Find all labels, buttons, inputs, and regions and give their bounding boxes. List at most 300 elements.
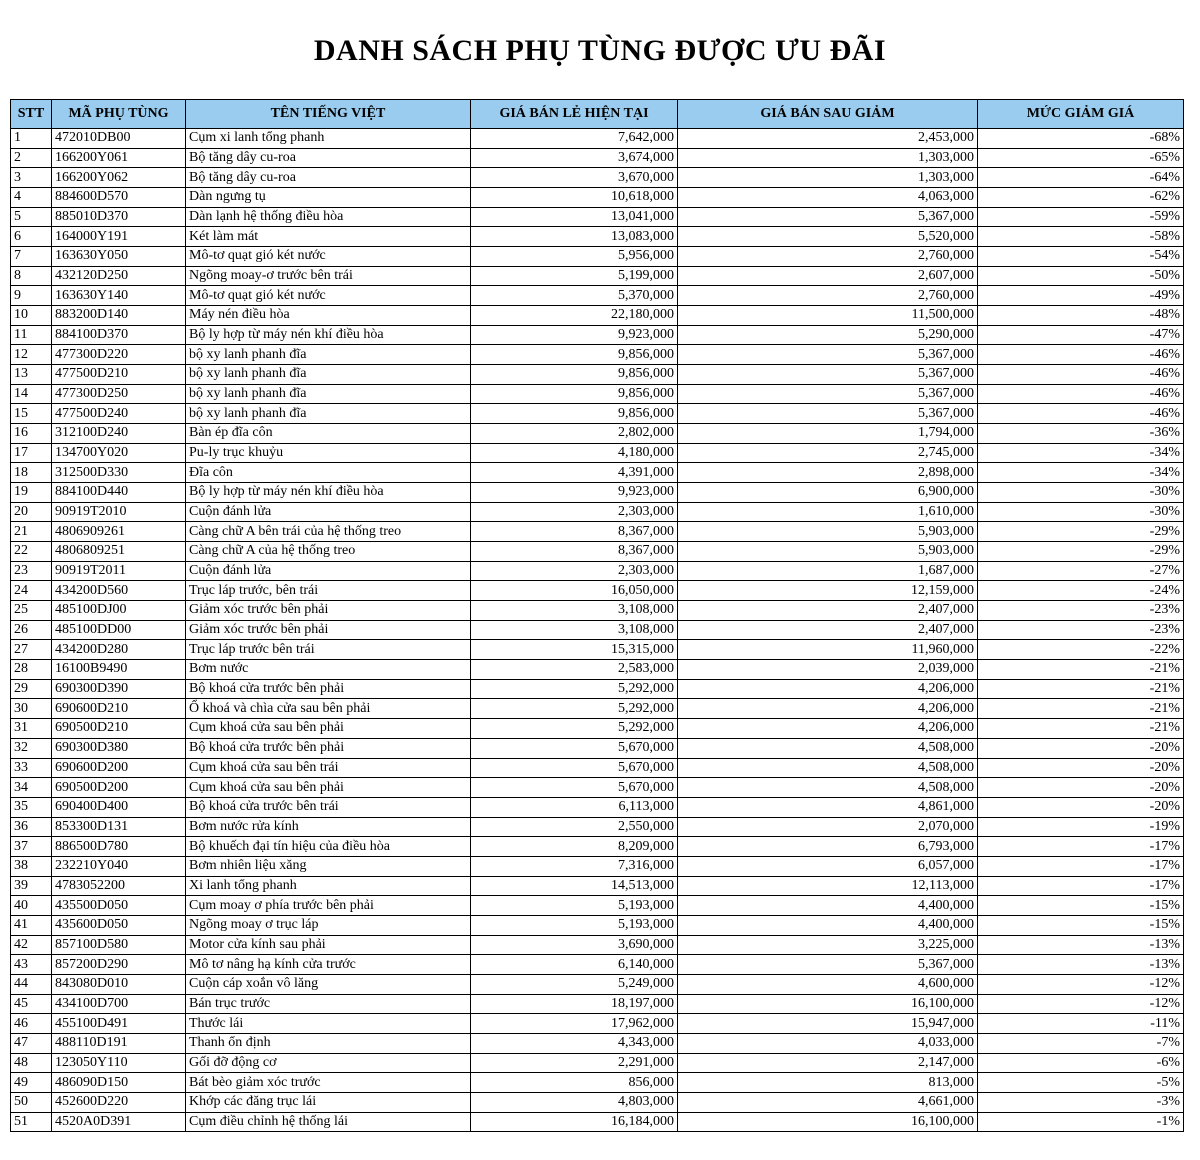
table-row xyxy=(11,148,1184,168)
discount-rate-cell: -29% xyxy=(978,522,1184,542)
stt-cell: 6 xyxy=(11,227,52,247)
stt-cell: 48 xyxy=(11,1053,52,1073)
part-code-cell: 434200D560 xyxy=(52,581,186,601)
discount-rate-cell: -54% xyxy=(978,247,1184,267)
vietnamese-name-cell: Càng chữ A bên trái của hệ thống treo xyxy=(186,522,471,542)
table-row xyxy=(11,738,1184,758)
part-code-cell: 843080D010 xyxy=(52,974,186,994)
retail-price-cell: 17,962,000 xyxy=(471,1014,678,1034)
part-code-cell: 690300D380 xyxy=(52,738,186,758)
retail-price-cell: 9,923,000 xyxy=(471,325,678,345)
table-row xyxy=(11,679,1184,699)
retail-price-cell: 14,513,000 xyxy=(471,876,678,896)
stt-cell: 29 xyxy=(11,679,52,699)
stt-cell: 22 xyxy=(11,542,52,562)
table-row xyxy=(11,542,1184,562)
part-code-cell: 690400D400 xyxy=(52,797,186,817)
vietnamese-name-cell: Cụm xi lanh tổng phanh xyxy=(186,129,471,149)
discount-rate-cell: -30% xyxy=(978,483,1184,503)
stt-cell: 49 xyxy=(11,1073,52,1093)
discount-rate-cell: -68% xyxy=(978,129,1184,149)
discount-rate-cell: -15% xyxy=(978,896,1184,916)
stt-cell: 39 xyxy=(11,876,52,896)
retail-price-cell: 8,367,000 xyxy=(471,542,678,562)
discounted-price-cell: 5,367,000 xyxy=(678,365,978,385)
discount-rate-cell: -17% xyxy=(978,837,1184,857)
discounted-price-cell: 4,508,000 xyxy=(678,758,978,778)
stt-cell: 38 xyxy=(11,856,52,876)
vietnamese-name-cell: Cụm khoá cửa sau bên trái xyxy=(186,758,471,778)
part-code-cell: 884100D440 xyxy=(52,483,186,503)
retail-price-cell: 13,041,000 xyxy=(471,207,678,227)
discounted-price-cell: 4,033,000 xyxy=(678,1033,978,1053)
retail-price-cell: 22,180,000 xyxy=(471,306,678,326)
vietnamese-name-cell: Bàn ép đĩa côn xyxy=(186,424,471,444)
vietnamese-name-cell: Bộ tăng dây cu-roa xyxy=(186,168,471,188)
discounted-price-cell: 16,100,000 xyxy=(678,994,978,1014)
retail-price-cell: 3,108,000 xyxy=(471,620,678,640)
stt-cell: 37 xyxy=(11,837,52,857)
retail-price-cell: 5,193,000 xyxy=(471,915,678,935)
table-row xyxy=(11,345,1184,365)
discount-rate-cell: -62% xyxy=(978,188,1184,208)
discount-rate-cell: -46% xyxy=(978,384,1184,404)
discount-rate-cell: -20% xyxy=(978,797,1184,817)
table-row xyxy=(11,443,1184,463)
stt-cell: 35 xyxy=(11,797,52,817)
discount-rate-cell: -17% xyxy=(978,876,1184,896)
retail-price-cell: 5,199,000 xyxy=(471,266,678,286)
stt-cell: 19 xyxy=(11,483,52,503)
retail-price-cell: 5,292,000 xyxy=(471,719,678,739)
part-code-cell: 857100D580 xyxy=(52,935,186,955)
part-code-cell: 163630Y050 xyxy=(52,247,186,267)
discount-rate-cell: -6% xyxy=(978,1053,1184,1073)
table-row xyxy=(11,915,1184,935)
retail-price-cell: 5,370,000 xyxy=(471,286,678,306)
stt-cell: 31 xyxy=(11,719,52,739)
vietnamese-name-cell: Trục láp trước, bên trái xyxy=(186,581,471,601)
part-code-cell: 4520A0D391 xyxy=(52,1112,186,1132)
vietnamese-name-cell: Mô-tơ quạt gió két nước xyxy=(186,286,471,306)
retail-price-cell: 2,303,000 xyxy=(471,561,678,581)
retail-price-cell: 5,249,000 xyxy=(471,974,678,994)
part-code-cell: 312100D240 xyxy=(52,424,186,444)
discount-rate-cell: -58% xyxy=(978,227,1184,247)
discounted-price-cell: 6,900,000 xyxy=(678,483,978,503)
discounted-price-cell: 6,057,000 xyxy=(678,856,978,876)
vietnamese-name-cell: Mô tơ nâng hạ kính cửa trước xyxy=(186,955,471,975)
part-code-cell: 134700Y020 xyxy=(52,443,186,463)
part-code-cell: 16100B9490 xyxy=(52,660,186,680)
discounted-price-cell: 813,000 xyxy=(678,1073,978,1093)
part-code-cell: 690500D210 xyxy=(52,719,186,739)
table-row xyxy=(11,896,1184,916)
table-row xyxy=(11,640,1184,660)
stt-cell: 20 xyxy=(11,502,52,522)
table-row xyxy=(11,168,1184,188)
table-row xyxy=(11,266,1184,286)
discount-rate-cell: -21% xyxy=(978,679,1184,699)
retail-price-cell: 2,802,000 xyxy=(471,424,678,444)
retail-price-cell: 3,674,000 xyxy=(471,148,678,168)
table-body xyxy=(11,129,1184,1132)
vietnamese-name-cell: Bộ ly hợp từ máy nén khí điều hòa xyxy=(186,325,471,345)
stt-cell: 27 xyxy=(11,640,52,660)
part-code-cell: 435500D050 xyxy=(52,896,186,916)
retail-price-cell: 5,193,000 xyxy=(471,896,678,916)
part-code-cell: 163630Y140 xyxy=(52,286,186,306)
discount-rate-cell: -21% xyxy=(978,660,1184,680)
discount-rate-cell: -46% xyxy=(978,365,1184,385)
retail-price-cell: 4,803,000 xyxy=(471,1092,678,1112)
retail-price-cell: 5,670,000 xyxy=(471,758,678,778)
stt-cell: 28 xyxy=(11,660,52,680)
part-code-cell: 485100DD00 xyxy=(52,620,186,640)
stt-cell: 23 xyxy=(11,561,52,581)
column-header-stt: STT xyxy=(11,100,52,129)
vietnamese-name-cell: Bộ ly hợp từ máy nén khí điều hòa xyxy=(186,483,471,503)
retail-price-cell: 16,184,000 xyxy=(471,1112,678,1132)
table-row xyxy=(11,1014,1184,1034)
retail-price-cell: 15,315,000 xyxy=(471,640,678,660)
vietnamese-name-cell: Bơm nhiên liệu xăng xyxy=(186,856,471,876)
vietnamese-name-cell: Ổ khoá và chìa cửa sau bên phải xyxy=(186,699,471,719)
part-code-cell: 123050Y110 xyxy=(52,1053,186,1073)
retail-price-cell: 9,856,000 xyxy=(471,404,678,424)
discounted-price-cell: 4,400,000 xyxy=(678,915,978,935)
discount-rate-cell: -12% xyxy=(978,994,1184,1014)
table-row xyxy=(11,876,1184,896)
stt-cell: 4 xyxy=(11,188,52,208)
discounted-price-cell: 5,520,000 xyxy=(678,227,978,247)
stt-cell: 46 xyxy=(11,1014,52,1034)
vietnamese-name-cell: Cuộn cáp xoắn vô lăng xyxy=(186,974,471,994)
part-code-cell: 4806809251 xyxy=(52,542,186,562)
table-row xyxy=(11,286,1184,306)
table-row xyxy=(11,994,1184,1014)
discounted-price-cell: 2,407,000 xyxy=(678,601,978,621)
discounted-price-cell: 16,100,000 xyxy=(678,1112,978,1132)
discount-rate-cell: -15% xyxy=(978,915,1184,935)
part-code-cell: 690600D210 xyxy=(52,699,186,719)
vietnamese-name-cell: Mô-tơ quạt gió két nước xyxy=(186,247,471,267)
stt-cell: 25 xyxy=(11,601,52,621)
table-header-row xyxy=(11,100,1184,129)
discounted-price-cell: 4,508,000 xyxy=(678,778,978,798)
stt-cell: 11 xyxy=(11,325,52,345)
stt-cell: 50 xyxy=(11,1092,52,1112)
discount-rate-cell: -27% xyxy=(978,561,1184,581)
table-row xyxy=(11,188,1184,208)
part-code-cell: 166200Y061 xyxy=(52,148,186,168)
discount-rate-cell: -22% xyxy=(978,640,1184,660)
stt-cell: 10 xyxy=(11,306,52,326)
table-row xyxy=(11,306,1184,326)
table-row xyxy=(11,660,1184,680)
vietnamese-name-cell: Càng chữ A của hệ thống treo xyxy=(186,542,471,562)
discount-rate-cell: -20% xyxy=(978,778,1184,798)
discounted-price-cell: 2,607,000 xyxy=(678,266,978,286)
discount-rate-cell: -48% xyxy=(978,306,1184,326)
table-row xyxy=(11,463,1184,483)
discount-rate-cell: -17% xyxy=(978,856,1184,876)
retail-price-cell: 8,209,000 xyxy=(471,837,678,857)
retail-price-cell: 9,856,000 xyxy=(471,365,678,385)
retail-price-cell: 3,108,000 xyxy=(471,601,678,621)
discounted-price-cell: 5,367,000 xyxy=(678,384,978,404)
retail-price-cell: 2,291,000 xyxy=(471,1053,678,1073)
stt-cell: 5 xyxy=(11,207,52,227)
discount-rate-cell: -13% xyxy=(978,935,1184,955)
vietnamese-name-cell: Đĩa côn xyxy=(186,463,471,483)
part-code-cell: 884100D370 xyxy=(52,325,186,345)
part-code-cell: 90919T2010 xyxy=(52,502,186,522)
discount-rate-cell: -47% xyxy=(978,325,1184,345)
table-row xyxy=(11,620,1184,640)
table-row xyxy=(11,837,1184,857)
vietnamese-name-cell: Motor cửa kính sau phải xyxy=(186,935,471,955)
vietnamese-name-cell: Ngõng moay ơ trục láp xyxy=(186,915,471,935)
retail-price-cell: 4,391,000 xyxy=(471,463,678,483)
retail-price-cell: 7,316,000 xyxy=(471,856,678,876)
discounted-price-cell: 3,225,000 xyxy=(678,935,978,955)
part-code-cell: 312500D330 xyxy=(52,463,186,483)
column-header-retail-price: GIÁ BÁN LẺ HIỆN TẠI xyxy=(471,100,678,129)
discounted-price-cell: 4,861,000 xyxy=(678,797,978,817)
discount-rate-cell: -59% xyxy=(978,207,1184,227)
parts-table xyxy=(10,99,1184,1132)
retail-price-cell: 18,197,000 xyxy=(471,994,678,1014)
retail-price-cell: 3,690,000 xyxy=(471,935,678,955)
table-row xyxy=(11,365,1184,385)
table-row xyxy=(11,424,1184,444)
discount-rate-cell: -49% xyxy=(978,286,1184,306)
stt-cell: 47 xyxy=(11,1033,52,1053)
stt-cell: 3 xyxy=(11,168,52,188)
table-row xyxy=(11,797,1184,817)
discounted-price-cell: 1,303,000 xyxy=(678,148,978,168)
discounted-price-cell: 4,508,000 xyxy=(678,738,978,758)
retail-price-cell: 5,292,000 xyxy=(471,679,678,699)
stt-cell: 45 xyxy=(11,994,52,1014)
vietnamese-name-cell: Cuộn đánh lửa xyxy=(186,561,471,581)
discounted-price-cell: 2,898,000 xyxy=(678,463,978,483)
discount-rate-cell: -34% xyxy=(978,443,1184,463)
part-code-cell: 886500D780 xyxy=(52,837,186,857)
table-row xyxy=(11,935,1184,955)
vietnamese-name-cell: Cụm moay ơ phía trước bên phải xyxy=(186,896,471,916)
vietnamese-name-cell: Bát bèo giảm xóc trước xyxy=(186,1073,471,1093)
discount-rate-cell: -23% xyxy=(978,620,1184,640)
stt-cell: 40 xyxy=(11,896,52,916)
retail-price-cell: 9,856,000 xyxy=(471,345,678,365)
discounted-price-cell: 4,063,000 xyxy=(678,188,978,208)
vietnamese-name-cell: Giảm xóc trước bên phải xyxy=(186,620,471,640)
vietnamese-name-cell: Dàn lạnh hệ thống điều hòa xyxy=(186,207,471,227)
stt-cell: 34 xyxy=(11,778,52,798)
discounted-price-cell: 5,367,000 xyxy=(678,207,978,227)
vietnamese-name-cell: Cụm điều chỉnh hệ thống lái xyxy=(186,1112,471,1132)
retail-price-cell: 5,292,000 xyxy=(471,699,678,719)
part-code-cell: 232210Y040 xyxy=(52,856,186,876)
table-row xyxy=(11,483,1184,503)
stt-cell: 30 xyxy=(11,699,52,719)
part-code-cell: 434100D700 xyxy=(52,994,186,1014)
discounted-price-cell: 4,206,000 xyxy=(678,719,978,739)
table-row xyxy=(11,227,1184,247)
table-row xyxy=(11,207,1184,227)
vietnamese-name-cell: Bơm nước rửa kính xyxy=(186,817,471,837)
vietnamese-name-cell: Giảm xóc trước bên phải xyxy=(186,601,471,621)
page-title: DANH SÁCH PHỤ TÙNG ĐƯỢC ƯU ĐÃI xyxy=(313,34,887,67)
discount-rate-cell: -23% xyxy=(978,601,1184,621)
stt-cell: 43 xyxy=(11,955,52,975)
table-row xyxy=(11,129,1184,149)
part-code-cell: 164000Y191 xyxy=(52,227,186,247)
discounted-price-cell: 12,159,000 xyxy=(678,581,978,601)
table-row xyxy=(11,601,1184,621)
stt-cell: 12 xyxy=(11,345,52,365)
discounted-price-cell: 2,453,000 xyxy=(678,129,978,149)
discount-rate-cell: -30% xyxy=(978,502,1184,522)
retail-price-cell: 10,618,000 xyxy=(471,188,678,208)
discounted-price-cell: 2,147,000 xyxy=(678,1053,978,1073)
discount-rate-cell: -20% xyxy=(978,758,1184,778)
stt-cell: 33 xyxy=(11,758,52,778)
retail-price-cell: 5,670,000 xyxy=(471,738,678,758)
discounted-price-cell: 6,793,000 xyxy=(678,837,978,857)
discounted-price-cell: 1,610,000 xyxy=(678,502,978,522)
discount-rate-cell: -12% xyxy=(978,974,1184,994)
column-header-vietnamese-name: TÊN TIẾNG VIỆT xyxy=(186,100,471,129)
column-header-discounted-price: GIÁ BÁN SAU GIẢM xyxy=(678,100,978,129)
discounted-price-cell: 4,206,000 xyxy=(678,679,978,699)
discount-rate-cell: -7% xyxy=(978,1033,1184,1053)
stt-cell: 21 xyxy=(11,522,52,542)
discounted-price-cell: 2,760,000 xyxy=(678,247,978,267)
table-row xyxy=(11,778,1184,798)
vietnamese-name-cell: bộ xy lanh phanh đĩa xyxy=(186,384,471,404)
discount-rate-cell: -50% xyxy=(978,266,1184,286)
vietnamese-name-cell: Bộ khoá cửa trước bên phải xyxy=(186,738,471,758)
table-row xyxy=(11,325,1184,345)
stt-cell: 8 xyxy=(11,266,52,286)
table-row xyxy=(11,856,1184,876)
discount-rate-cell: -13% xyxy=(978,955,1184,975)
stt-cell: 7 xyxy=(11,247,52,267)
discount-rate-cell: -20% xyxy=(978,738,1184,758)
discounted-price-cell: 11,500,000 xyxy=(678,306,978,326)
table-row xyxy=(11,384,1184,404)
discounted-price-cell: 1,687,000 xyxy=(678,561,978,581)
stt-cell: 14 xyxy=(11,384,52,404)
table-row xyxy=(11,561,1184,581)
stt-cell: 9 xyxy=(11,286,52,306)
stt-cell: 17 xyxy=(11,443,52,463)
discount-rate-cell: -5% xyxy=(978,1073,1184,1093)
discounted-price-cell: 15,947,000 xyxy=(678,1014,978,1034)
discount-rate-cell: -3% xyxy=(978,1092,1184,1112)
retail-price-cell: 6,113,000 xyxy=(471,797,678,817)
part-code-cell: 472010DB00 xyxy=(52,129,186,149)
vietnamese-name-cell: Khớp các đăng trục lái xyxy=(186,1092,471,1112)
retail-price-cell: 13,083,000 xyxy=(471,227,678,247)
part-code-cell: 690600D200 xyxy=(52,758,186,778)
column-header-part-code: MÃ PHỤ TÙNG xyxy=(52,100,186,129)
discount-rate-cell: -36% xyxy=(978,424,1184,444)
stt-cell: 32 xyxy=(11,738,52,758)
table-row xyxy=(11,1073,1184,1093)
stt-cell: 26 xyxy=(11,620,52,640)
part-code-cell: 4806909261 xyxy=(52,522,186,542)
part-code-cell: 486090D150 xyxy=(52,1073,186,1093)
retail-price-cell: 5,670,000 xyxy=(471,778,678,798)
discounted-price-cell: 5,367,000 xyxy=(678,955,978,975)
discounted-price-cell: 2,070,000 xyxy=(678,817,978,837)
vietnamese-name-cell: Pu-ly trục khuỷu xyxy=(186,443,471,463)
vietnamese-name-cell: bộ xy lanh phanh đĩa xyxy=(186,345,471,365)
stt-cell: 51 xyxy=(11,1112,52,1132)
stt-cell: 24 xyxy=(11,581,52,601)
discounted-price-cell: 4,661,000 xyxy=(678,1092,978,1112)
part-code-cell: 90919T2011 xyxy=(52,561,186,581)
retail-price-cell: 9,856,000 xyxy=(471,384,678,404)
retail-price-cell: 2,550,000 xyxy=(471,817,678,837)
vietnamese-name-cell: Cuộn đánh lửa xyxy=(186,502,471,522)
discount-rate-cell: -29% xyxy=(978,542,1184,562)
part-code-cell: 884600D570 xyxy=(52,188,186,208)
discounted-price-cell: 2,039,000 xyxy=(678,660,978,680)
part-code-cell: 455100D491 xyxy=(52,1014,186,1034)
stt-cell: 13 xyxy=(11,365,52,385)
retail-price-cell: 4,180,000 xyxy=(471,443,678,463)
part-code-cell: 477500D240 xyxy=(52,404,186,424)
retail-price-cell: 9,923,000 xyxy=(471,483,678,503)
vietnamese-name-cell: Xi lanh tổng phanh xyxy=(186,876,471,896)
part-code-cell: 4783052200 xyxy=(52,876,186,896)
vietnamese-name-cell: Bộ khoá cửa trước bên trái xyxy=(186,797,471,817)
discount-rate-cell: -65% xyxy=(978,148,1184,168)
vietnamese-name-cell: Bơm nước xyxy=(186,660,471,680)
table-row xyxy=(11,502,1184,522)
discounted-price-cell: 5,367,000 xyxy=(678,404,978,424)
vietnamese-name-cell: Máy nén điều hòa xyxy=(186,306,471,326)
retail-price-cell: 2,583,000 xyxy=(471,660,678,680)
stt-cell: 42 xyxy=(11,935,52,955)
stt-cell: 18 xyxy=(11,463,52,483)
table-row xyxy=(11,699,1184,719)
part-code-cell: 432120D250 xyxy=(52,266,186,286)
discounted-price-cell: 12,113,000 xyxy=(678,876,978,896)
part-code-cell: 690300D390 xyxy=(52,679,186,699)
retail-price-cell: 16,050,000 xyxy=(471,581,678,601)
table-row xyxy=(11,1092,1184,1112)
retail-price-cell: 4,343,000 xyxy=(471,1033,678,1053)
discount-rate-cell: -34% xyxy=(978,463,1184,483)
discount-rate-cell: -46% xyxy=(978,404,1184,424)
discounted-price-cell: 1,303,000 xyxy=(678,168,978,188)
part-code-cell: 452600D220 xyxy=(52,1092,186,1112)
discount-rate-cell: -21% xyxy=(978,719,1184,739)
table-row xyxy=(11,1112,1184,1132)
vietnamese-name-cell: Ngõng moay-ơ trước bên trái xyxy=(186,266,471,286)
discount-rate-cell: -1% xyxy=(978,1112,1184,1132)
part-code-cell: 477300D250 xyxy=(52,384,186,404)
vietnamese-name-cell: Cụm khoá cửa sau bên phải xyxy=(186,719,471,739)
vietnamese-name-cell: Bán trục trước xyxy=(186,994,471,1014)
vietnamese-name-cell: Cụm khoá cửa sau bên phải xyxy=(186,778,471,798)
